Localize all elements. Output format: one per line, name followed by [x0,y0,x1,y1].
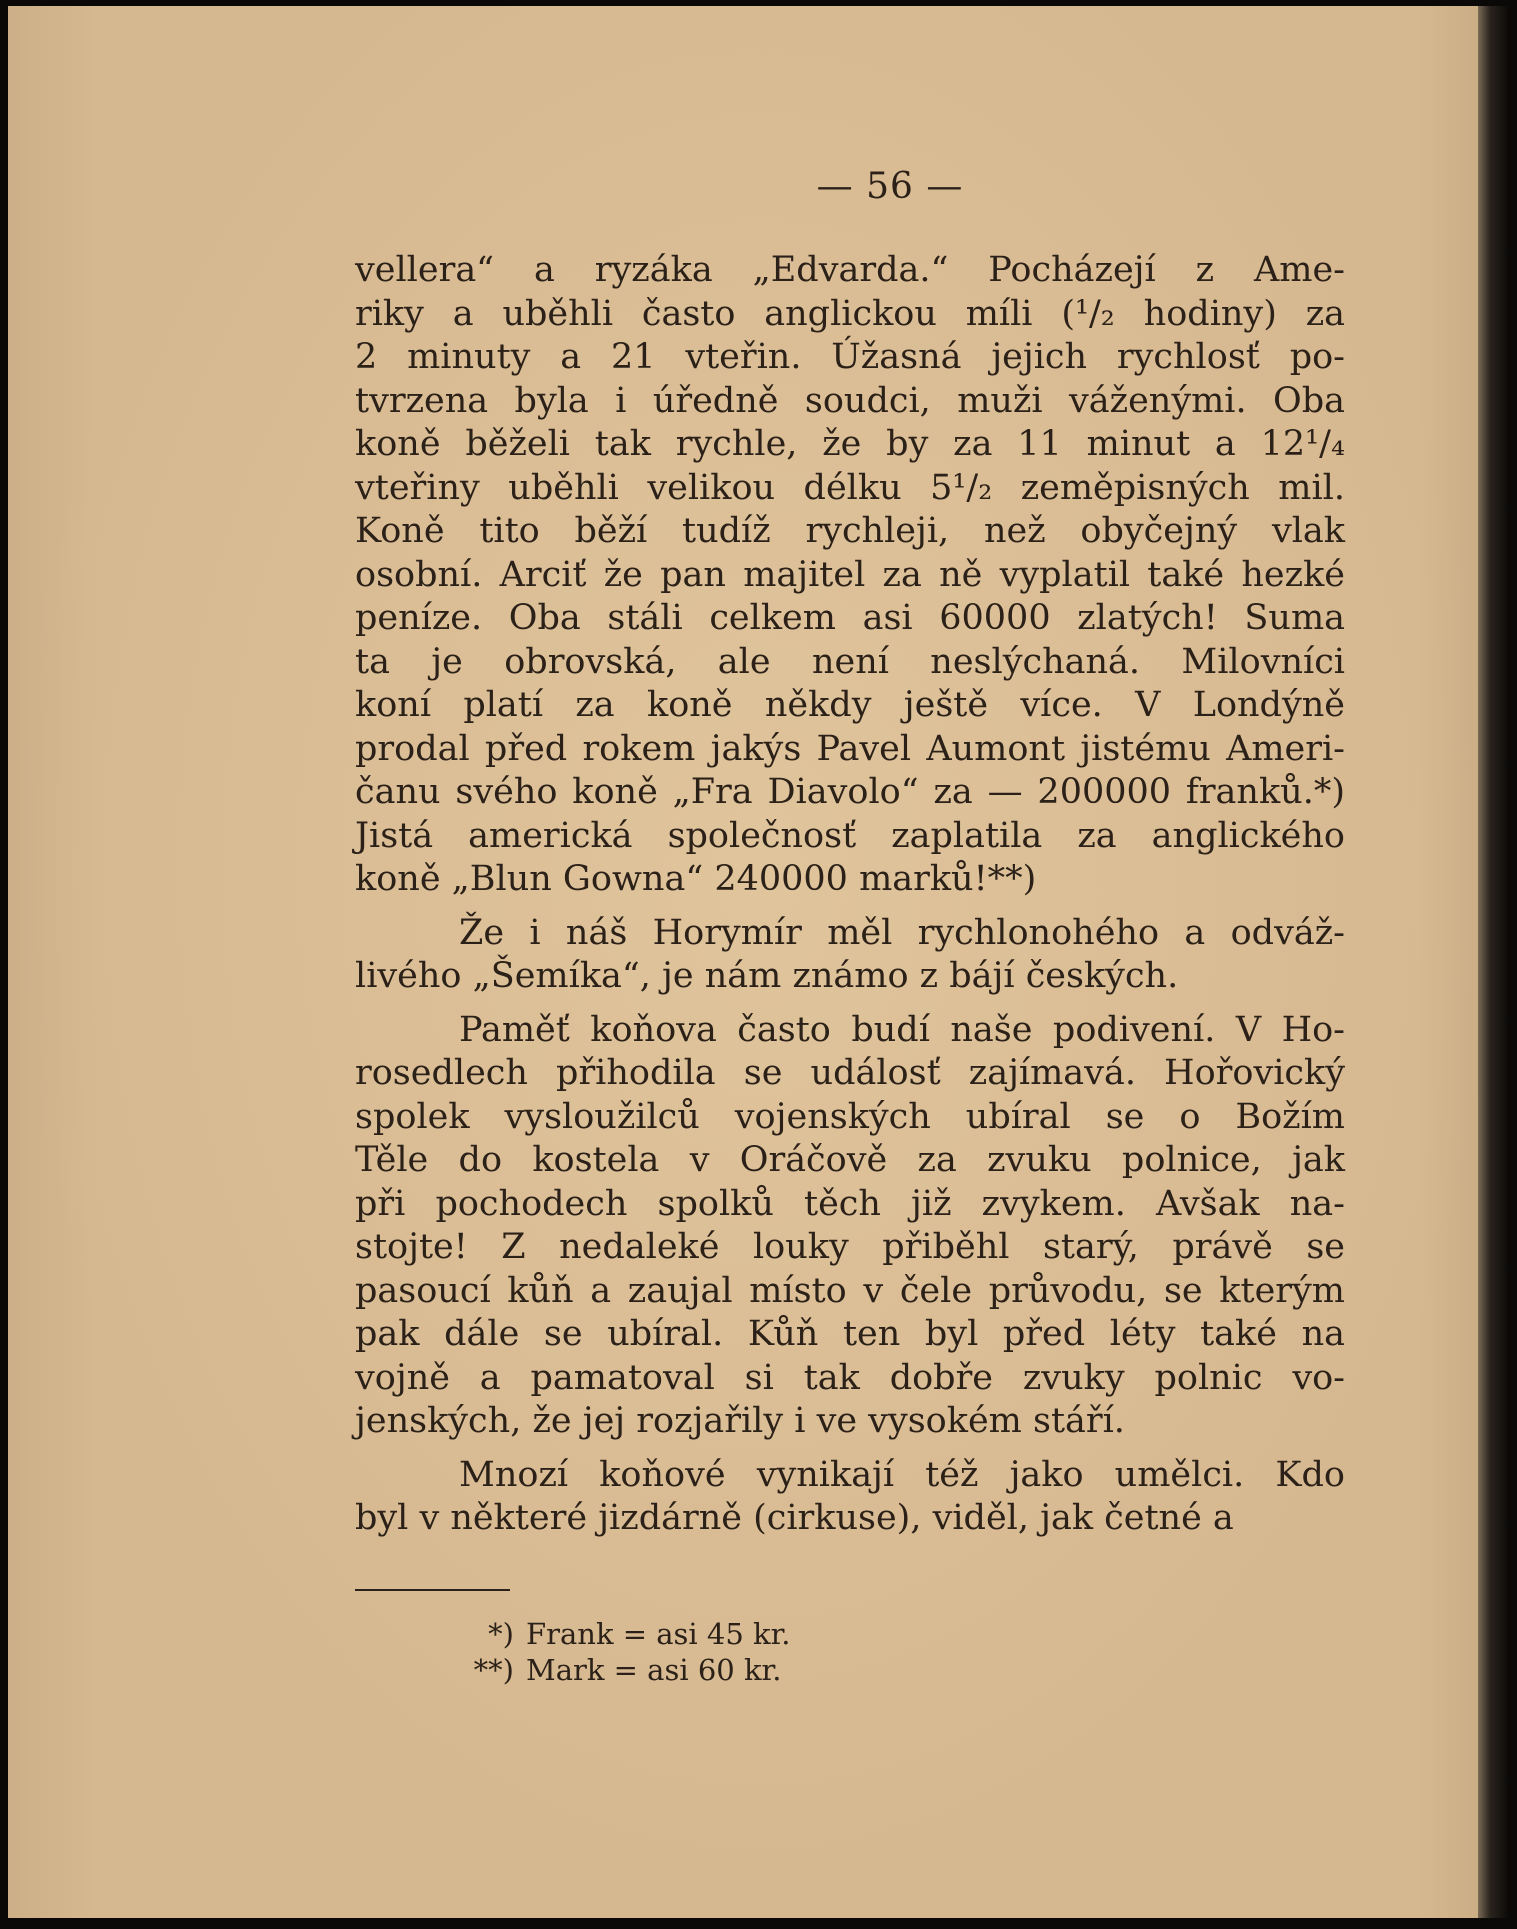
paragraph [355,1009,1345,1444]
text-line: koně „Blun Gowna“ 240000 marků!**) [355,859,1037,899]
text-line: vojně a pamatoval si tak dobře zvuky polnic vo- [355,1357,1345,1398]
text-line: vellera“ a ryzáka „Edvarda.“ Pocházejí z Ame- [355,250,1345,290]
footnote-divider [355,1589,510,1591]
text-line: Jistá americká společnosť zaplatila za anglického [355,815,1345,856]
text-line: pak dále se ubíral. Kůň ten byl před léty také na [355,1314,1345,1354]
book-binding-edge [1478,6,1508,1918]
footnote-mark: *) [488,1617,514,1651]
text-line: čanu svého koně „Fra Diavolo“ za — 200000 franků.*) [355,772,1345,812]
text-line: rosedlech přihodila se událosť zajímavá. Hořovický [355,1053,1345,1093]
text-line: pasoucí kůň a zaujal místo v čele průvodu, se kterým [355,1270,1345,1311]
footnote-text: Mark = asi 60 kr. [526,1653,782,1687]
text-line: peníze. Oba stáli celkem asi 60000 zlatých! Suma [355,598,1345,638]
footnotes [458,1616,791,1688]
text-line: Že i náš Horymír měl rychlonohého a odváž- [459,912,1345,953]
text-line: při pochodech spolků těch již zvykem. Avšak na- [355,1183,1345,1224]
paragraph [355,1454,1345,1541]
text-line: stojte! Z nedaleké louky přiběhl starý, právě se [355,1227,1345,1267]
text-line: koně běželi tak rychle, že by za 11 minut a 12¹/₄ [355,424,1345,464]
book-page [8,6,1508,1918]
text-line: Mnozí koňové vynikají též jako umělci. Kdo [459,1454,1345,1495]
text-line: 2 minuty a 21 vteřin. Úžasná jejich rychlosť po- [355,337,1345,377]
paragraph [355,912,1345,999]
text-line: Těle do kostela v Oráčově za zvuku polnice, jak [355,1140,1345,1180]
text-line: prodal před rokem jakýs Pavel Aumont jistému Ameri- [355,728,1345,769]
text-line: riky a uběhli často anglickou míli (¹/₂ hodiny) za [355,293,1345,334]
footnote-mark: **) [473,1653,514,1687]
text-line: ta je obrovská, ale není neslýchaná. Milovníci [355,641,1345,682]
text-line: vteřiny uběhli velikou délku 5¹/₂ zeměpisných mil. [355,467,1345,508]
text-line: spolek vysloužilců vojenských ubíral se o Božím [355,1096,1345,1137]
text-line: koní platí za koně někdy ještě více. V Londýně [355,685,1345,725]
page-number: — 56 — [816,166,964,207]
text-line: osobní. Arciť že pan majitel za ně vyplatil také hezké [355,554,1345,595]
text-line: Koně tito běží tudíž rychleji, než obyčejný vlak [355,511,1345,551]
text-line: livého „Šemíka“, je nám známo z bájí českých. [355,956,1179,996]
text-line: byl v některé jizdárně (cirkuse), viděl, jak četné a [355,1498,1234,1538]
footnote [458,1616,791,1652]
text-line: jenských, že jej rozjařily i ve vysokém stáří. [355,1401,1125,1441]
paragraphs [355,249,1345,1541]
footnote [458,1652,791,1688]
text-line: Paměť koňova často budí naše podivení. V Ho- [459,1009,1345,1050]
paragraph [355,249,1345,902]
text-line: tvrzena byla i úředně soudci, muži váženými. Oba [355,380,1345,421]
footnote-text: Frank = asi 45 kr. [526,1617,791,1651]
main-text [355,166,1345,1541]
